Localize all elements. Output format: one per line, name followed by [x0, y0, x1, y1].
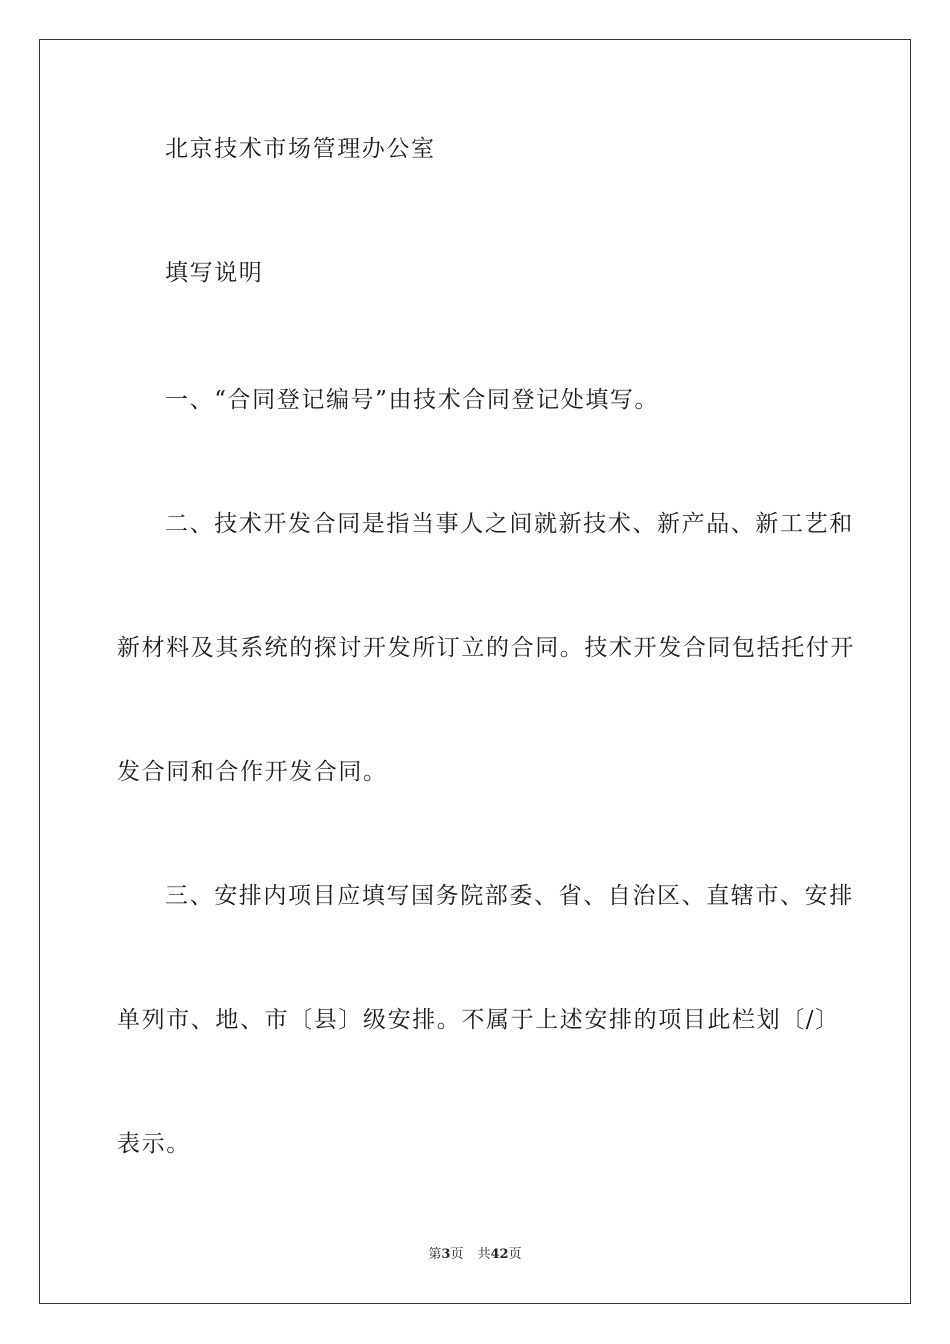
total-prefix: 共 [477, 1247, 491, 1262]
paragraph-line: 一、“合同登记编号”由技术合同登记处填写。 [165, 387, 660, 413]
page-number: 3 [441, 1247, 451, 1262]
paragraph-line: 三、安排内项目应填写国务院部委、省、自治区、直辖市、安排 [165, 883, 854, 909]
total-suffix: 页 [508, 1247, 522, 1262]
page-border [39, 39, 911, 1304]
page-suffix: 页 [450, 1247, 464, 1262]
office-title: 北京技术市场管理办公室 [165, 136, 436, 162]
section-heading: 填写说明 [165, 260, 264, 286]
paragraph-line: 单列市、地、市〔县〕级安排。不属于上述安排的项目此栏划〔/〕 [117, 1007, 840, 1033]
total-pages: 42 [490, 1247, 509, 1262]
page-footer [0, 1246, 950, 1264]
paragraph-line: 新材料及其系统的探讨开发所订立的合同。技术开发合同包括托付开 [117, 635, 855, 661]
page-prefix: 第 [428, 1247, 442, 1262]
paragraph-line: 表示。 [117, 1131, 191, 1157]
paragraph-line: 发合同和合作开发合同。 [117, 759, 388, 785]
paragraph-line: 二、技术开发合同是指当事人之间就新技术、新产品、新工艺和 [165, 511, 854, 537]
